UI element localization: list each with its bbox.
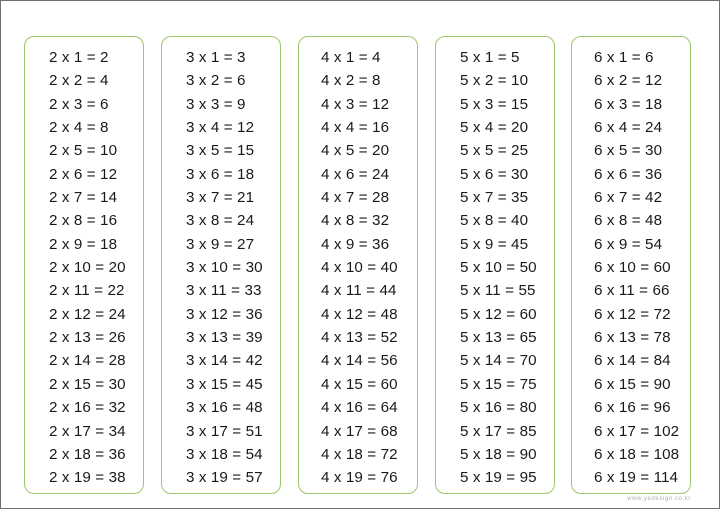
equation-row: 6 x 9 = 54 — [594, 235, 663, 253]
equation-row: 5 x 10 = 50 — [460, 259, 537, 277]
equation-row: 2 x 9 = 18 — [49, 235, 118, 253]
equation-row: 5 x 7 = 35 — [460, 189, 529, 207]
equation-row: 4 x 9 = 36 — [321, 235, 390, 253]
equation-row: 6 x 14 = 84 — [594, 352, 671, 370]
equation-list — [572, 46, 712, 490]
equation-row: 5 x 8 = 40 — [460, 212, 529, 230]
equation-row: 6 x 8 = 48 — [594, 212, 663, 230]
equation-row: 5 x 11 = 55 — [460, 282, 536, 300]
equation-row: 6 x 12 = 72 — [594, 305, 671, 323]
equation-row: 6 x 11 = 66 — [594, 282, 670, 300]
equation-row: 6 x 4 = 24 — [594, 119, 663, 137]
equation-row: 6 x 10 = 60 — [594, 259, 671, 277]
equation-row: 2 x 17 = 34 — [49, 422, 126, 440]
equation-row: 4 x 7 = 28 — [321, 189, 390, 207]
equation-row: 5 x 6 = 30 — [460, 165, 529, 183]
times-table-4 — [298, 36, 418, 494]
times-table-2 — [24, 36, 144, 494]
equation-row: 5 x 14 = 70 — [460, 352, 537, 370]
equation-row: 5 x 1 = 5 — [460, 49, 520, 66]
equation-row: 5 x 3 = 15 — [460, 95, 529, 113]
equation-row: 3 x 8 = 24 — [186, 212, 255, 230]
equation-row: 6 x 1 = 6 — [594, 49, 654, 66]
equation-row: 3 x 7 = 21 — [186, 189, 255, 207]
equation-row: 3 x 4 = 12 — [186, 119, 255, 137]
equation-row: 6 x 17 = 102 — [594, 422, 680, 440]
equation-row: 2 x 13 = 26 — [49, 329, 126, 347]
equation-list — [162, 46, 304, 490]
equation-row: 2 x 16 = 32 — [49, 399, 126, 417]
equation-row: 4 x 12 = 48 — [321, 305, 398, 323]
times-table-6 — [571, 36, 691, 494]
equation-row: 3 x 14 = 42 — [186, 352, 263, 370]
equation-row: 2 x 12 = 24 — [49, 305, 126, 323]
equation-row: 3 x 11 = 33 — [186, 282, 262, 300]
equation-row: 4 x 18 = 72 — [321, 445, 398, 463]
equation-list — [436, 46, 578, 490]
equation-row: 5 x 13 = 65 — [460, 329, 537, 347]
equation-row: 4 x 13 = 52 — [321, 329, 398, 347]
equation-row: 3 x 5 = 15 — [186, 142, 255, 160]
equation-row: 2 x 10 = 20 — [49, 259, 126, 277]
equation-row: 3 x 9 = 27 — [186, 235, 255, 253]
equation-row: 4 x 1 = 4 — [321, 49, 381, 66]
equation-row: 2 x 19 = 38 — [49, 469, 126, 487]
equation-row: 4 x 10 = 40 — [321, 259, 398, 277]
equation-row: 6 x 5 = 30 — [594, 142, 663, 160]
equation-row: 3 x 17 = 51 — [186, 422, 263, 440]
equation-row: 5 x 15 = 75 — [460, 375, 537, 393]
equation-row: 6 x 18 = 108 — [594, 445, 680, 463]
equation-row: 2 x 5 = 10 — [49, 142, 118, 160]
equation-row: 2 x 14 = 28 — [49, 352, 126, 370]
equation-row: 6 x 16 = 96 — [594, 399, 671, 417]
equation-row: 3 x 6 = 18 — [186, 165, 255, 183]
equation-row: 6 x 3 = 18 — [594, 95, 663, 113]
equation-row: 4 x 5 = 20 — [321, 142, 390, 160]
equation-row: 6 x 7 = 42 — [594, 189, 663, 207]
equation-row: 4 x 6 = 24 — [321, 165, 390, 183]
equation-row: 3 x 15 = 45 — [186, 375, 263, 393]
equation-row: 3 x 1 = 3 — [186, 49, 246, 66]
equation-row: 6 x 13 = 78 — [594, 329, 671, 347]
equation-row: 5 x 5 = 25 — [460, 142, 529, 160]
equation-row: 4 x 19 = 76 — [321, 469, 398, 487]
equation-row: 3 x 12 = 36 — [186, 305, 263, 323]
equation-row: 4 x 15 = 60 — [321, 375, 398, 393]
equation-row: 5 x 18 = 90 — [460, 445, 537, 463]
equation-row: 4 x 16 = 64 — [321, 399, 398, 417]
equation-list — [25, 46, 167, 490]
equation-row: 4 x 2 = 8 — [321, 72, 381, 90]
equation-row: 4 x 8 = 32 — [321, 212, 390, 230]
equation-row: 3 x 16 = 48 — [186, 399, 263, 417]
equation-row: 4 x 14 = 56 — [321, 352, 398, 370]
equation-row: 2 x 18 = 36 — [49, 445, 126, 463]
equation-row: 3 x 3 = 9 — [186, 95, 246, 113]
equation-row: 4 x 11 = 44 — [321, 282, 397, 300]
equation-row: 4 x 4 = 16 — [321, 119, 390, 137]
times-table-3 — [161, 36, 281, 494]
equation-row: 5 x 19 = 95 — [460, 469, 537, 487]
equation-row: 6 x 2 = 12 — [594, 72, 663, 90]
equation-row: 6 x 15 = 90 — [594, 375, 671, 393]
equation-row: 2 x 1 = 2 — [49, 49, 109, 66]
equation-row: 5 x 16 = 80 — [460, 399, 537, 417]
equation-row: 3 x 2 = 6 — [186, 72, 246, 90]
watermark-text: www.yedesign.co.kr — [627, 496, 691, 502]
equation-row: 5 x 12 = 60 — [460, 305, 537, 323]
equation-row: 3 x 19 = 57 — [186, 469, 263, 487]
equation-list — [299, 46, 439, 490]
equation-row: 6 x 19 = 114 — [594, 469, 679, 487]
equation-row: 3 x 18 = 54 — [186, 445, 263, 463]
equation-row: 6 x 6 = 36 — [594, 165, 663, 183]
times-table-5 — [435, 36, 555, 494]
equation-row: 5 x 4 = 20 — [460, 119, 529, 137]
equation-row: 3 x 10 = 30 — [186, 259, 263, 277]
equation-row: 2 x 4 = 8 — [49, 119, 109, 137]
equation-row: 4 x 3 = 12 — [321, 95, 390, 113]
equation-row: 2 x 7 = 14 — [49, 189, 118, 207]
equation-row: 5 x 9 = 45 — [460, 235, 529, 253]
equation-row: 5 x 2 = 10 — [460, 72, 529, 90]
equation-row: 2 x 15 = 30 — [49, 375, 126, 393]
equation-row: 2 x 11 = 22 — [49, 282, 125, 300]
equation-row: 2 x 2 = 4 — [49, 72, 109, 90]
equation-row: 2 x 6 = 12 — [49, 165, 118, 183]
equation-row: 2 x 3 = 6 — [49, 95, 109, 113]
equation-row: 5 x 17 = 85 — [460, 422, 537, 440]
equation-row: 3 x 13 = 39 — [186, 329, 263, 347]
equation-row: 2 x 8 = 16 — [49, 212, 118, 230]
equation-row: 4 x 17 = 68 — [321, 422, 398, 440]
